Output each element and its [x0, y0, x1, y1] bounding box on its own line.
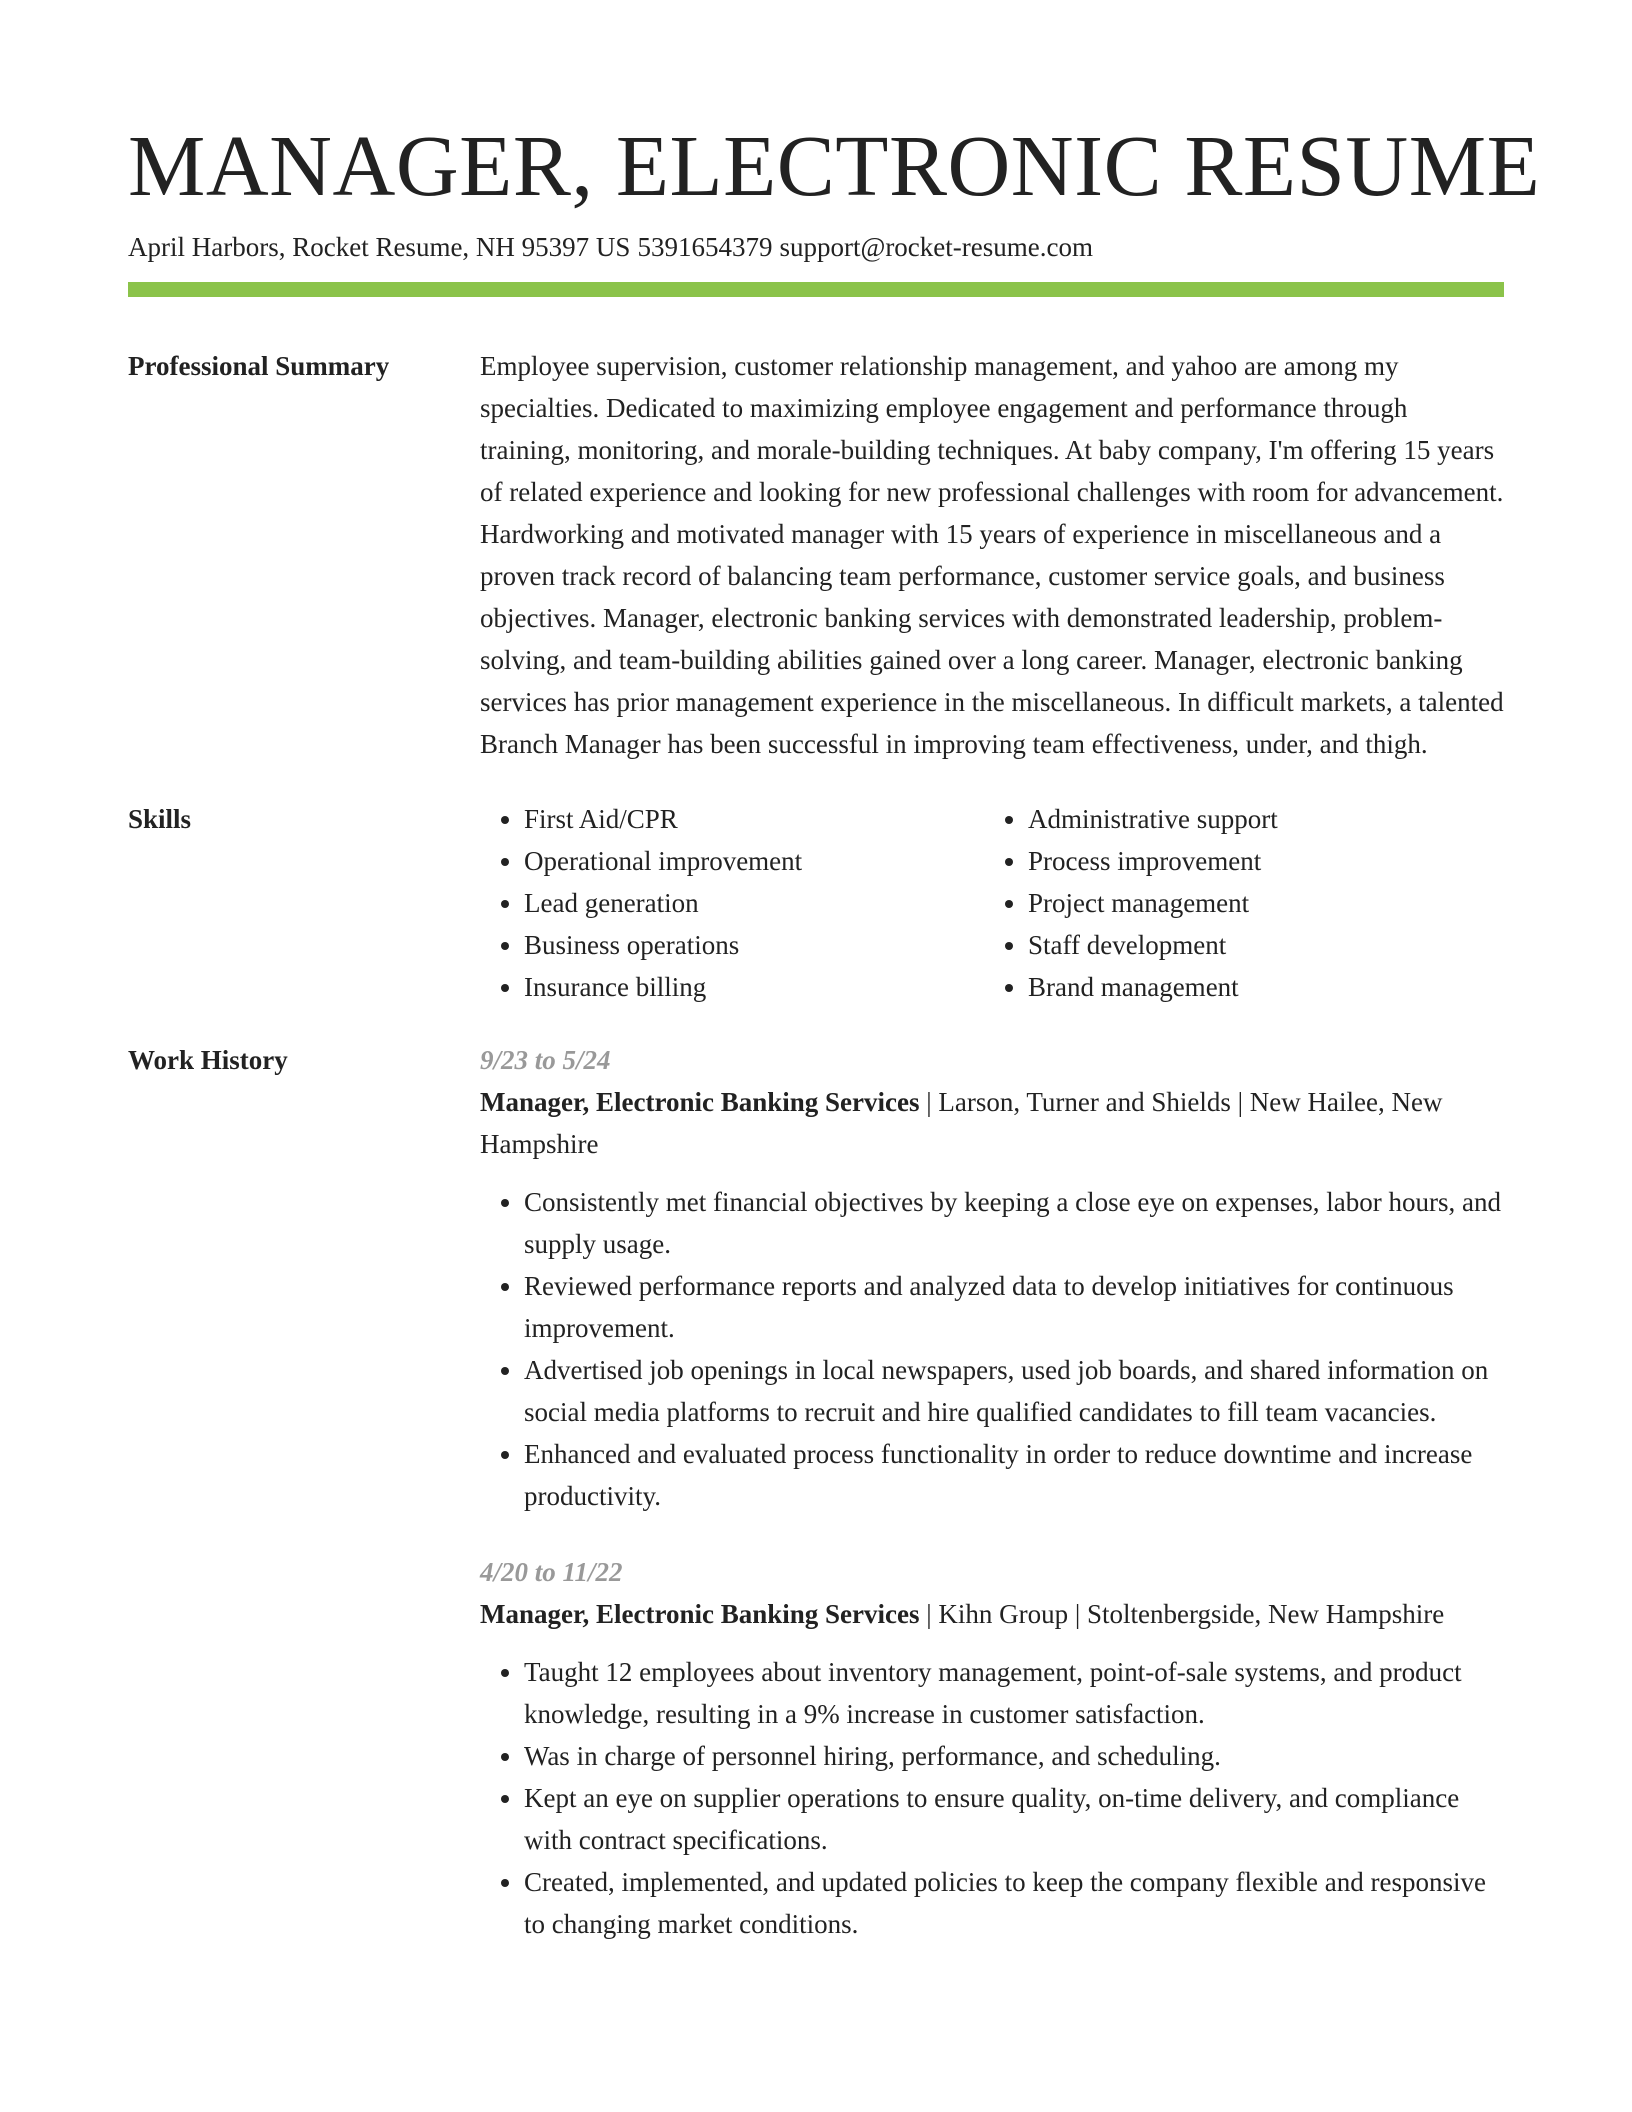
job-entry	[480, 1551, 1504, 1945]
skill-item: • First Aid/CPR	[524, 798, 984, 840]
job-title: Manager, Electronic Banking Services	[480, 1086, 920, 1117]
section-heading-summary: Professional Summary	[128, 350, 390, 381]
contact-address: April Harbors, Rocket Resume, NH 95397 US	[128, 231, 631, 262]
contact-email: support@rocket-resume.com	[779, 231, 1093, 262]
skills-list-right	[984, 798, 1488, 1008]
summary-text: Employee supervision, customer relationship management, and yahoo are among my specialties. Dedicated to maximizing employee engagement and performance through training, monitoring, and morale-building techniques. At baby company, I'm offering 15 years of related experience and looking for new professional challenges with room for advancement. Hardworking and motivated manager with 15 years of experience in miscellaneous and a proven track record of balancing team performance, customer service goals, and business objectives. Manager, electronic banking services with demonstrated leadership, problem-solving, and team-building abilities gained over a long career. Manager, electronic banking services has prior management experience in the miscellaneous. In difficult markets, a talented Branch Manager has been successful in improving team effectiveness, under, and thigh.	[480, 350, 1504, 759]
job-dates: 4/20 to 11/22	[480, 1556, 623, 1587]
job-bullet: • Taught 12 employees about inventory management, point-of-sale systems, and product knowledge, resulting in a 9% increase in customer satisfaction.	[524, 1651, 1504, 1735]
section-heading-skills: Skills	[128, 803, 192, 834]
job-bullet: • Kept an eye on supplier operations to ensure quality, on-time delivery, and compliance with contract specifications.	[524, 1777, 1504, 1861]
job-bullets	[480, 1181, 1504, 1517]
job-entry	[480, 1039, 1504, 1517]
job-bullets	[480, 1651, 1504, 1945]
skills-grid	[480, 798, 1504, 1008]
job-bullet: • Consistently met financial objectives by keeping a close eye on expenses, labor hours, and supply usage.	[524, 1181, 1504, 1265]
contact-phone: 5391654379	[637, 231, 773, 262]
header-accent-rule	[128, 282, 1504, 297]
job-bullet: • Was in charge of personnel hiring, performance, and scheduling.	[524, 1735, 1504, 1777]
job-dates: 9/23 to 5/24	[480, 1044, 611, 1075]
skill-item: • Business operations	[524, 924, 984, 966]
resume-name: MANAGER, ELECTRONIC RESUME	[128, 117, 1541, 214]
skill-item: • Operational improvement	[524, 840, 984, 882]
job-company-location: | Larson, Turner and Shields | New Hailee, New Hampshire	[480, 1086, 1443, 1159]
skills-section	[128, 798, 1504, 1008]
resume-page	[128, 117, 1541, 1979]
job-title-line	[480, 1081, 1504, 1165]
work-history-section	[128, 1039, 1504, 1979]
job-bullet: • Created, implemented, and updated policies to keep the company flexible and responsive to changing market conditions.	[524, 1861, 1504, 1945]
job-bullet: • Reviewed performance reports and analyzed data to develop initiatives for continuous improvement.	[524, 1265, 1504, 1349]
professional-summary-section	[128, 345, 1504, 765]
job-company-location: | Kihn Group | Stoltenbergside, New Hampshire	[926, 1598, 1445, 1629]
section-heading-work-history: Work History	[128, 1044, 288, 1075]
skill-item: • Brand management	[1028, 966, 1488, 1008]
job-bullet: • Enhanced and evaluated process functionality in order to reduce downtime and increase productivity.	[524, 1433, 1504, 1517]
skill-item: • Process improvement	[1028, 840, 1488, 882]
contact-line	[128, 230, 1504, 265]
job-title-line	[480, 1593, 1504, 1635]
job-bullet: • Advertised job openings in local newspapers, used job boards, and shared information on social media platforms to recruit and hire qualified candidates to fill team vacancies.	[524, 1349, 1504, 1433]
job-title: Manager, Electronic Banking Services	[480, 1598, 920, 1629]
skill-item: • Administrative support	[1028, 798, 1488, 840]
skill-item: • Insurance billing	[524, 966, 984, 1008]
skill-item: • Project management	[1028, 882, 1488, 924]
skill-item: • Lead generation	[524, 882, 984, 924]
skills-list-left	[480, 798, 984, 1008]
skill-item: • Staff development	[1028, 924, 1488, 966]
